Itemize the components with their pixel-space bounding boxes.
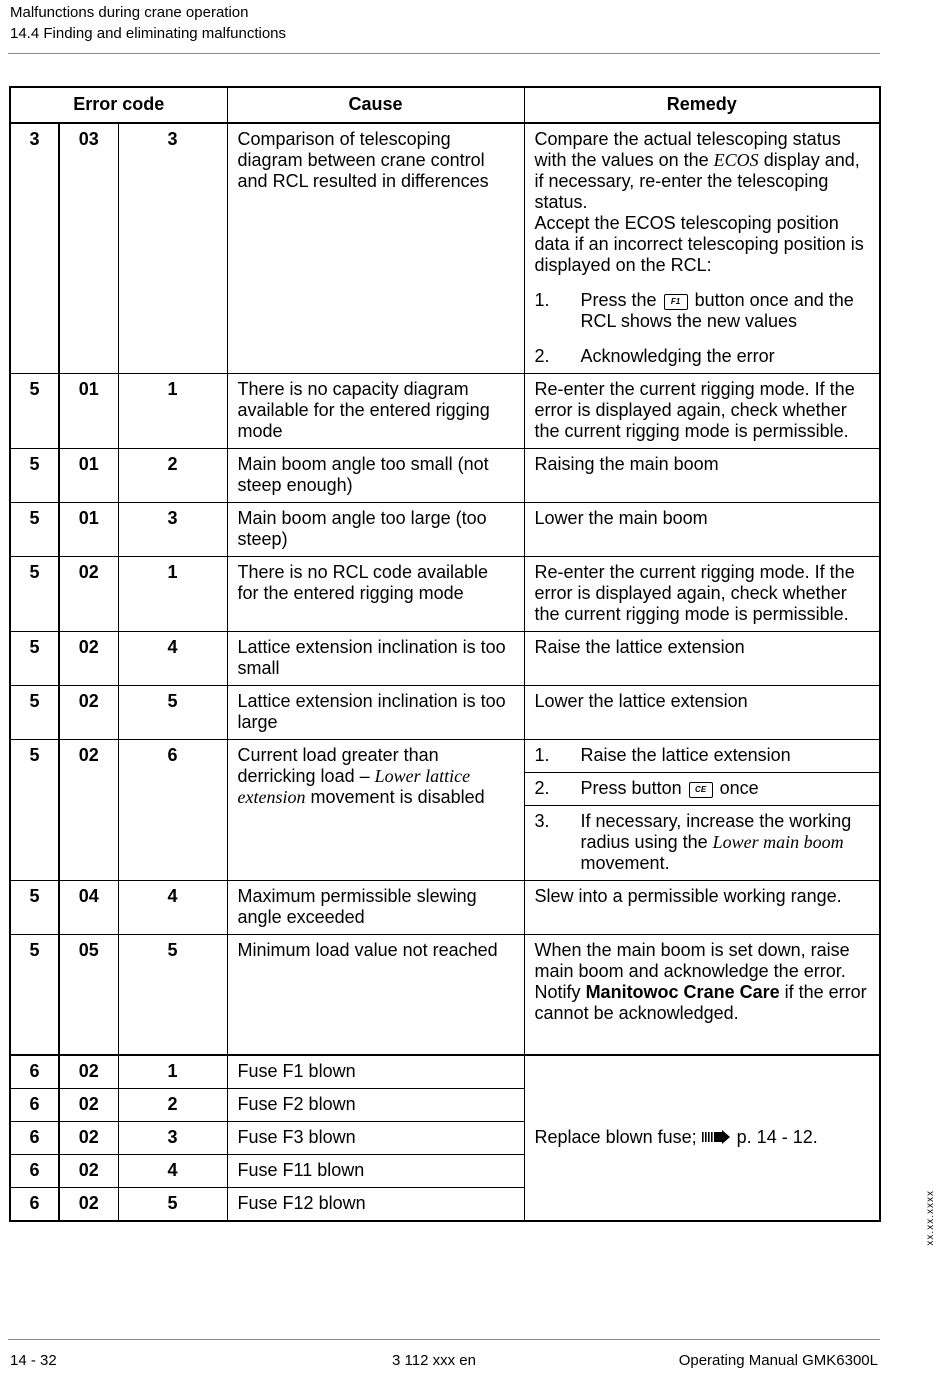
error-code-module: 02: [59, 686, 118, 740]
header-section: 14.4 Finding and eliminating malfunctions: [10, 25, 286, 42]
error-code-module: 02: [59, 740, 118, 881]
footer-page-number: 14 - 32: [10, 1352, 57, 1369]
error-code-number: 4: [118, 1154, 227, 1187]
step-text: If necessary, increase the working radius using the Lower main boom movement.: [580, 811, 852, 873]
cause-cell: There is no RCL code available for the entered rigging mode: [227, 557, 524, 632]
error-code-table: [9, 86, 881, 1222]
step-number: 3.: [534, 811, 550, 831]
header-cause: Cause: [227, 87, 524, 123]
page-header: [10, 2, 286, 44]
error-code-module: 04: [59, 881, 118, 935]
movement-name: Lower lattice extension: [237, 766, 471, 807]
step-number: 2.: [534, 778, 550, 798]
error-code-number: 1: [118, 557, 227, 632]
remedy-cell: Raising the main boom: [524, 449, 880, 503]
error-code-group: 3: [10, 123, 59, 374]
error-code-module: 02: [59, 1187, 118, 1221]
error-code-group: 5: [10, 632, 59, 686]
error-code-module: 01: [59, 503, 118, 557]
step-text: Acknowledging the error: [580, 346, 775, 366]
error-code-number: 1: [118, 374, 227, 449]
remedy-step: [525, 806, 880, 880]
header-error-code: Error code: [10, 87, 227, 123]
cause-cell: Fuse F12 blown: [227, 1187, 524, 1221]
table-row: [10, 557, 880, 632]
error-code-number: 2: [118, 1088, 227, 1121]
step-text: Press the F1 button once and the RCL shows the new values: [580, 290, 854, 331]
footer-divider: [8, 1339, 880, 1340]
cause-cell: Minimum load value not reached: [227, 935, 524, 1055]
page-reference-arrow-icon: [702, 1130, 732, 1144]
error-code-number: 4: [118, 881, 227, 935]
cause-cell: Main boom angle too small (not steep enough): [227, 449, 524, 503]
cause-cell: Lattice extension inclination is too small: [227, 632, 524, 686]
error-code-group: 6: [10, 1187, 59, 1221]
error-code-number: 5: [118, 935, 227, 1055]
remedy-cell: Lower the main boom: [524, 503, 880, 557]
cause-cell: There is no capacity diagram available for the entered rigging mode: [227, 374, 524, 449]
remedy-step: [525, 740, 880, 773]
table-row: [10, 1055, 880, 1089]
step-text: Raise the lattice extension: [580, 745, 791, 765]
cause-cell: Fuse F3 blown: [227, 1121, 524, 1154]
remedy-step: [525, 773, 880, 806]
table-row: [10, 123, 880, 374]
error-code-group: 5: [10, 374, 59, 449]
remedy-cell: Slew into a permissible working range.: [524, 881, 880, 935]
error-code-group: 5: [10, 449, 59, 503]
error-code-group: 5: [10, 557, 59, 632]
f1-key-icon: F1: [664, 294, 688, 310]
cause-cell: Fuse F11 blown: [227, 1154, 524, 1187]
side-code: xx.xx.xxxx: [925, 1190, 936, 1246]
step-number: 2.: [534, 346, 550, 366]
table-row: [10, 740, 880, 881]
remedy-text: Accept the ECOS telescoping position data if an incorrect telescoping position is displayed on the RCL:: [534, 213, 864, 275]
table-row: [10, 449, 880, 503]
remedy-cell: Re-enter the current rigging mode. If the error is displayed again, check whether the current rigging mode is permissible.: [524, 557, 880, 632]
error-code-module: 02: [59, 1154, 118, 1187]
error-code-number: 3: [118, 123, 227, 374]
error-code-module: 05: [59, 935, 118, 1055]
table-row: [10, 881, 880, 935]
error-code-number: 3: [118, 1121, 227, 1154]
cause-cell: Lattice extension inclination is too large: [227, 686, 524, 740]
cause-cell: Comparison of telescoping diagram between crane control and RCL resulted in differences: [227, 123, 524, 374]
error-code-module: 02: [59, 1088, 118, 1121]
error-code-module: 01: [59, 449, 118, 503]
fuse-remedy-cell: Replace blown fuse; p. 14 - 12.: [524, 1055, 880, 1221]
error-code-group: 5: [10, 935, 59, 1055]
table-row: [10, 935, 880, 1055]
ce-key-icon: CE: [689, 782, 713, 798]
crane-care-name: Manitowoc Crane Care: [585, 982, 780, 1002]
table-header-row: [10, 87, 880, 123]
error-code-group: 6: [10, 1088, 59, 1121]
error-code-group: 5: [10, 503, 59, 557]
error-code-module: 02: [59, 632, 118, 686]
cause-cell: Main boom angle too large (too steep): [227, 503, 524, 557]
error-code-number: 1: [118, 1055, 227, 1089]
remedy-cell: [524, 740, 880, 881]
error-code-number: 6: [118, 740, 227, 881]
cause-cell: Current load greater than derricking load – Lower lattice extension movement is disabled: [227, 740, 524, 881]
error-code-number: 5: [118, 686, 227, 740]
step-text: Press button CE once: [580, 778, 759, 798]
remedy-cell: When the main boom is set down, raise main boom and acknowledge the error. Notify Manitowoc Crane Care if the error cannot be acknowledged.: [524, 935, 880, 1055]
step-number: 1.: [534, 290, 550, 310]
error-code-module: 02: [59, 1055, 118, 1089]
table-row: [10, 632, 880, 686]
header-divider: [8, 53, 880, 54]
movement-name: Lower main boom: [712, 832, 844, 852]
error-code-number: 2: [118, 449, 227, 503]
error-code-module: 03: [59, 123, 118, 374]
remedy-cell: [524, 123, 880, 374]
error-code-group: 6: [10, 1055, 59, 1089]
remedy-cell: Re-enter the current rigging mode. If the error is displayed again, check whether the current rigging mode is permissible.: [524, 374, 880, 449]
step-number: 1.: [534, 745, 550, 765]
table-row: [10, 503, 880, 557]
remedy-step: [535, 346, 870, 367]
header-remedy: Remedy: [524, 87, 880, 123]
error-code-group: 5: [10, 686, 59, 740]
error-code-module: 02: [59, 557, 118, 632]
remedy-text: Compare the actual telescoping status with the values on the: [534, 129, 841, 170]
table-row: [10, 686, 880, 740]
error-code-group: 6: [10, 1121, 59, 1154]
error-code-group: 6: [10, 1154, 59, 1187]
error-code-module: 02: [59, 1121, 118, 1154]
remedy-step: [535, 290, 870, 332]
error-code-number: 3: [118, 503, 227, 557]
remedy-ecos-term: ECOS: [713, 150, 759, 170]
cause-cell: Maximum permissible slewing angle exceeded: [227, 881, 524, 935]
remedy-cell: Raise the lattice extension: [524, 632, 880, 686]
footer-manual-title: Operating Manual GMK6300L: [678, 1352, 878, 1369]
table-row: [10, 374, 880, 449]
footer-doc-number: 3 112 xxx en: [392, 1352, 476, 1369]
error-code-number: 5: [118, 1187, 227, 1221]
remedy-text: display and, if necessary, re-enter the telescoping status.: [534, 150, 860, 212]
header-chapter: Malfunctions during crane operation: [10, 4, 249, 21]
error-code-module: 01: [59, 374, 118, 449]
error-code-number: 4: [118, 632, 227, 686]
cause-cell: Fuse F1 blown: [227, 1055, 524, 1089]
error-code-group: 5: [10, 881, 59, 935]
error-code-group: 5: [10, 740, 59, 881]
remedy-cell: Lower the lattice extension: [524, 686, 880, 740]
cause-cell: Fuse F2 blown: [227, 1088, 524, 1121]
